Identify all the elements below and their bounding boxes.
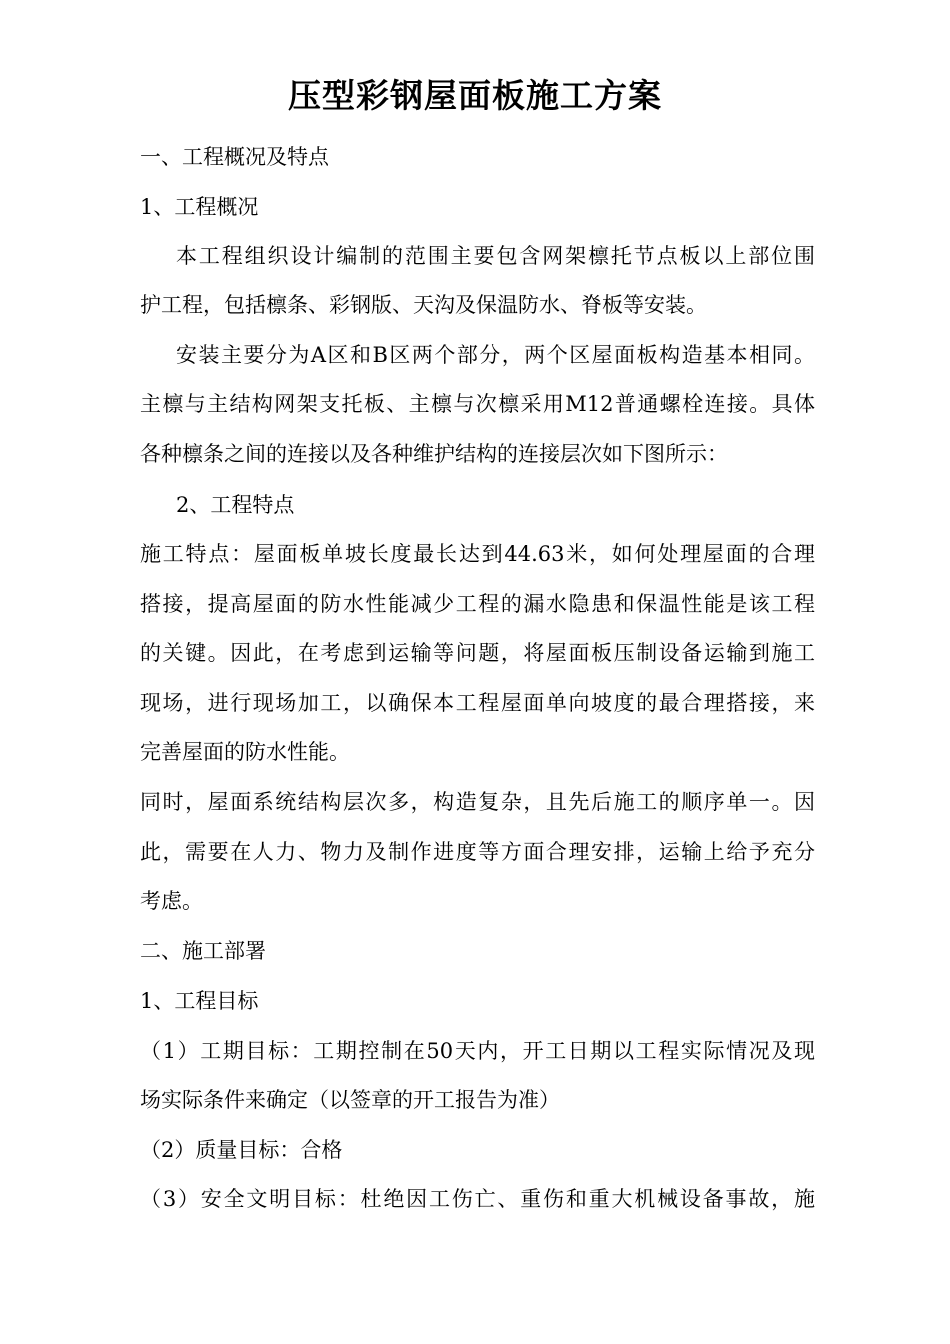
paragraph-line: 此，需要在人力、物力及制作进度等方面合理安排，运输上给予充分 <box>140 840 815 864</box>
section-heading-deployment: 二、施工部署 <box>140 939 266 963</box>
paragraph-line: 考虑。 <box>140 889 203 913</box>
paragraph-line: 搭接，提高屋面的防水性能减少工程的漏水隐患和保温性能是该工程 <box>140 592 815 616</box>
paragraph-line: 现场，进行现场加工，以确保本工程屋面单向坡度的最合理搭接，来 <box>140 691 815 715</box>
paragraph-line: 各种檩条之间的连接以及各种维护结构的连接层次如下图所示： <box>140 442 728 466</box>
subsection-heading-project-goals: 1、工程目标 <box>140 989 259 1013</box>
paragraph-line: 完善屋面的防水性能。 <box>140 740 350 764</box>
paragraph-line: 施工特点：屋面板单坡长度最长达到44.63米，如何处理屋面的合理 <box>140 542 815 566</box>
paragraph-line: 的关键。因此，在考虑到运输等问题，将屋面板压制设备运输到施工 <box>140 641 815 665</box>
subsection-heading-project-overview: 1、工程概况 <box>140 195 259 219</box>
paragraph-line: 本工程组织设计编制的范围主要包含网架檩托节点板以上部位围 <box>176 244 815 268</box>
list-item-schedule-goal: （1）工期目标：工期控制在50天内，开工日期以工程实际情况及现 <box>140 1039 815 1063</box>
subsection-heading-project-features: 2、工程特点 <box>176 493 295 517</box>
paragraph-line: 安装主要分为A区和B区两个部分，两个区屋面板构造基本相同。 <box>176 343 815 367</box>
list-item-quality-goal: （2）质量目标：合格 <box>140 1138 343 1162</box>
list-item-safety-goal: （3）安全文明目标：杜绝因工伤亡、重伤和重大机械设备事故，施 <box>140 1187 815 1211</box>
section-heading-overview: 一、工程概况及特点 <box>140 145 329 169</box>
paragraph-line: 主檩与主结构网架支托板、主檩与次檩采用M12普通螺栓连接。具体 <box>140 392 815 416</box>
document-title: 压型彩钢屋面板施工方案 <box>288 76 662 115</box>
paragraph-line: 护工程，包括檩条、彩钢版、天沟及保温防水、脊板等安装。 <box>140 293 707 317</box>
list-item-schedule-goal-cont: 场实际条件来确定（以签章的开工报告为准） <box>140 1088 560 1112</box>
paragraph-line: 同时，屋面系统结构层次多，构造复杂，且先后施工的顺序单一。因 <box>140 790 815 814</box>
